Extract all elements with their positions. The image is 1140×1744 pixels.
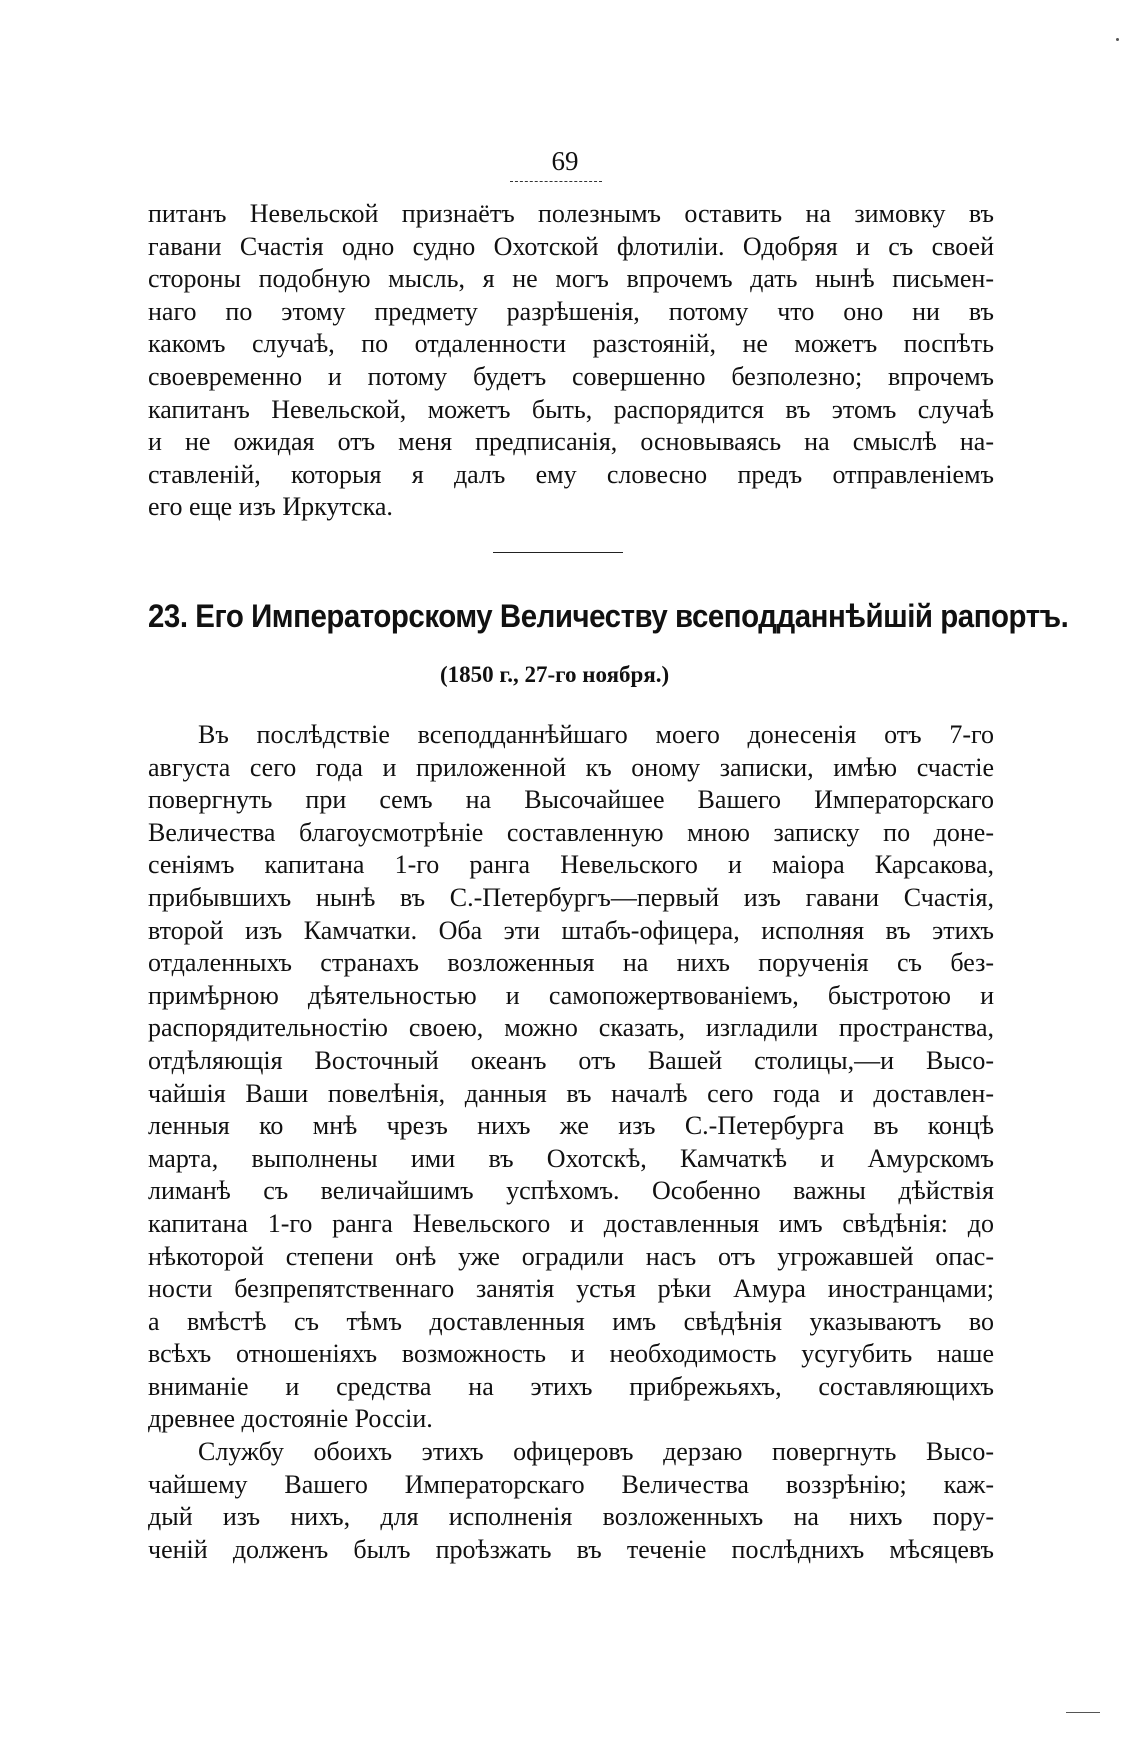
text-line: питанъ Невельской признаётъ полезнымъ оставить на зимовку въ — [148, 199, 994, 228]
text-line: Величества благоусмотрѣніе составленную мною записку по доне- — [148, 817, 994, 847]
page-number-rule — [510, 181, 602, 182]
text-line: отдѣляющія Восточный океанъ отъ Вашей столицы,—и Высо- — [148, 1045, 994, 1075]
text-line: второй изъ Камчатки. Оба эти штабъ-офицера, исполняя въ этихъ — [148, 915, 994, 945]
text-line: марта, выполнены ими въ Охотскѣ, Камчаткѣ и Амурскомъ — [148, 1143, 994, 1173]
text-line: Службу обоихъ этихъ офицеровъ дерзаю повергнуть Высо- — [198, 1437, 994, 1467]
text-line: августа сего года и приложенной къ оному записки, имѣю счастіе — [148, 752, 994, 782]
continuation-paragraph — [148, 198, 994, 524]
text-line: стороны подобную мысль, я не могъ впрочемъ дать нынѣ письмен- — [148, 264, 994, 294]
text-line: сеніямъ капитана 1-го ранга Невельского и маіора Карсакова, — [148, 850, 994, 880]
text-line: и не ожидая отъ меня предписанія, основываясь на смыслѣ на- — [148, 427, 994, 457]
text-line: гавани Счастія одно судно Охотской флотиліи. Одобряя и съ своей — [148, 231, 994, 261]
text-line: своевременно и потому будетъ совершенно безполезно; впрочемъ — [148, 361, 994, 391]
text-line: всѣхъ отношеніяхъ возможность и необходимость усугубить наше — [148, 1339, 994, 1369]
text-line: древнее достояніе Россіи. — [148, 1404, 433, 1434]
text-line: повергнуть при семъ на Высочайшее Вашего Императорскаго — [148, 785, 994, 815]
text-line: отдаленныхъ странахъ возложенныя на нихъ порученія съ без- — [148, 948, 994, 978]
report-date: (1850 г., 27-го ноября.) — [440, 662, 670, 687]
text-line: а вмѣстѣ съ тѣмъ доставленныя имъ свѣдѣнія указываютъ во — [148, 1306, 994, 1336]
text-line: ности безпрепятственнаго занятія устья рѣки Амура иностранцами; — [148, 1274, 994, 1304]
text-line: наго по этому предмету разрѣшенія, потому что оно ни въ — [148, 296, 994, 326]
text-line: вниманіе и средства на этихъ прибрежьяхъ, составляющихъ — [148, 1371, 994, 1401]
text-line: Въ послѣдствіе всеподданнѣйшаго моего донесенія отъ 7-го — [198, 720, 994, 749]
section-heading: 23. Его Императорскому Величеству всеподданнѣйшій рапортъ. — [148, 598, 1069, 634]
scan-speck — [1116, 38, 1119, 41]
scan-mark — [1066, 1712, 1100, 1713]
text-line: лиманѣ съ величайшимъ успѣхомъ. Особенно важны дѣйствія — [148, 1176, 994, 1206]
text-line: распорядительностію своею, можно сказать, изгладили пространства, — [148, 1013, 994, 1043]
text-line: ченій долженъ былъ проѣзжать въ теченіе послѣднихъ мѣсяцевъ — [148, 1534, 994, 1564]
text-line: какомъ случаѣ, по отдаленности разстояній, не можетъ поспѣть — [148, 329, 994, 359]
report-body — [148, 719, 994, 1566]
text-line: чайшему Вашего Императорскаго Величества воззрѣнію; каж- — [148, 1469, 994, 1499]
text-line: ленныя ко мнѣ чрезъ нихъ же изъ С.-Петербурга въ концѣ — [148, 1111, 994, 1141]
text-line: примѣрною дѣятельностью и самопожертвованіемъ, быстротою и — [148, 980, 994, 1010]
page-number: 69 — [551, 146, 579, 176]
text-line: прибывшихъ нынѣ въ С.-Петербургъ—первый изъ гавани Счастія, — [148, 882, 994, 912]
text-line: нѣкоторой степени онѣ уже оградили насъ отъ угрожавшей опас- — [148, 1241, 994, 1271]
text-line: дый изъ нихъ, для исполненія возложенныхъ на нихъ пору- — [148, 1502, 994, 1532]
text-line: чайшія Ваши повелѣнія, данныя въ началѣ сего года и доставлен- — [148, 1078, 994, 1108]
text-line: капитана 1-го ранга Невельского и доставленныя имъ свѣдѣнія: до — [148, 1208, 994, 1238]
text-line: его еще изъ Иркутска. — [148, 492, 393, 522]
text-line: капитанъ Невельской, можетъ быть, распорядится въ этомъ случаѣ — [148, 394, 994, 424]
text-line: ставленій, которыя я далъ ему словесно предъ отправленіемъ — [148, 459, 994, 489]
section-divider — [493, 552, 623, 553]
